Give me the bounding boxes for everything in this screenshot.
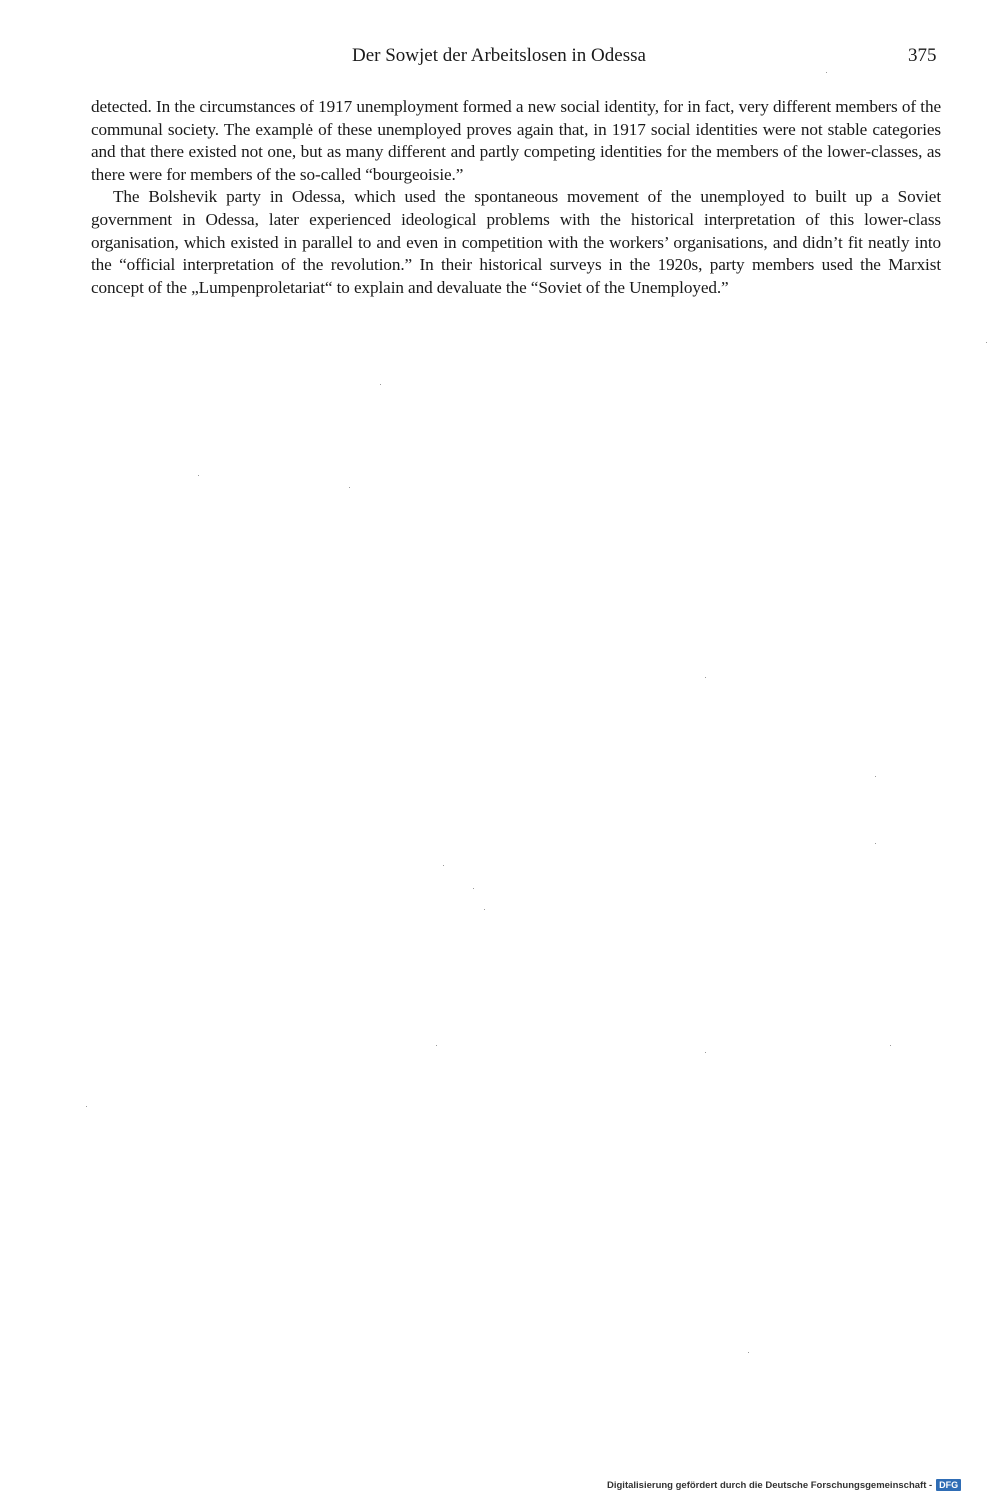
scan-speck [890,1045,891,1046]
digitization-credit [607,1478,961,1492]
scan-speck [436,1045,437,1046]
body-text [91,96,941,299]
scan-speck [484,909,485,910]
scan-speck [748,1352,749,1353]
scan-speck [705,1052,706,1053]
scan-speck [473,888,474,889]
credit-text: Digitalisierung gefördert durch die Deutsche Forschungsgemeinschaft - [607,1479,933,1491]
dfg-logo: DFG [936,1479,961,1491]
scan-speck [875,843,876,844]
scan-speck [349,487,350,488]
scan-speck [198,475,199,476]
scan-speck [86,1106,87,1107]
paragraph-2: The Bolshevik party in Odessa, which used the spontaneous movement of the unemployed to built up a Soviet government in Odessa, later experienced ideological problems with the historical interpretation of this lower-class organisation, which existed in parallel to and even in competition with the workers’ organisations, and didn’t fit neatly into the “official interpretation of the revolution.” In their historical surveys in the 1920s, party members used the Marxist concept of the „Lumpenproletariat“ to explain and devaluate the “Soviet of the Unemployed.” [91,187,941,297]
scan-speck [380,384,381,385]
running-head [0,44,1000,70]
scan-speck [875,776,876,777]
scan-speck [986,342,987,343]
scan-speck [443,865,444,866]
scan-speck [826,72,827,73]
page-number: 375 [908,45,937,66]
scan-speck [705,677,706,678]
running-title: Der Sowjet der Arbeitslosen in Odessa [352,45,646,66]
paragraph-1: detected. In the circumstances of 1917 unemployment formed a new social identity, for in fact, very different members of the communal society. The examplė of these unemployed proves again that, in 1917 social identities were not stable categories and that there existed not one, but as many different and partly competing identities for the members of the lower-classes, as there were for members of the so-called “bourgeoisie.” [91,97,941,184]
